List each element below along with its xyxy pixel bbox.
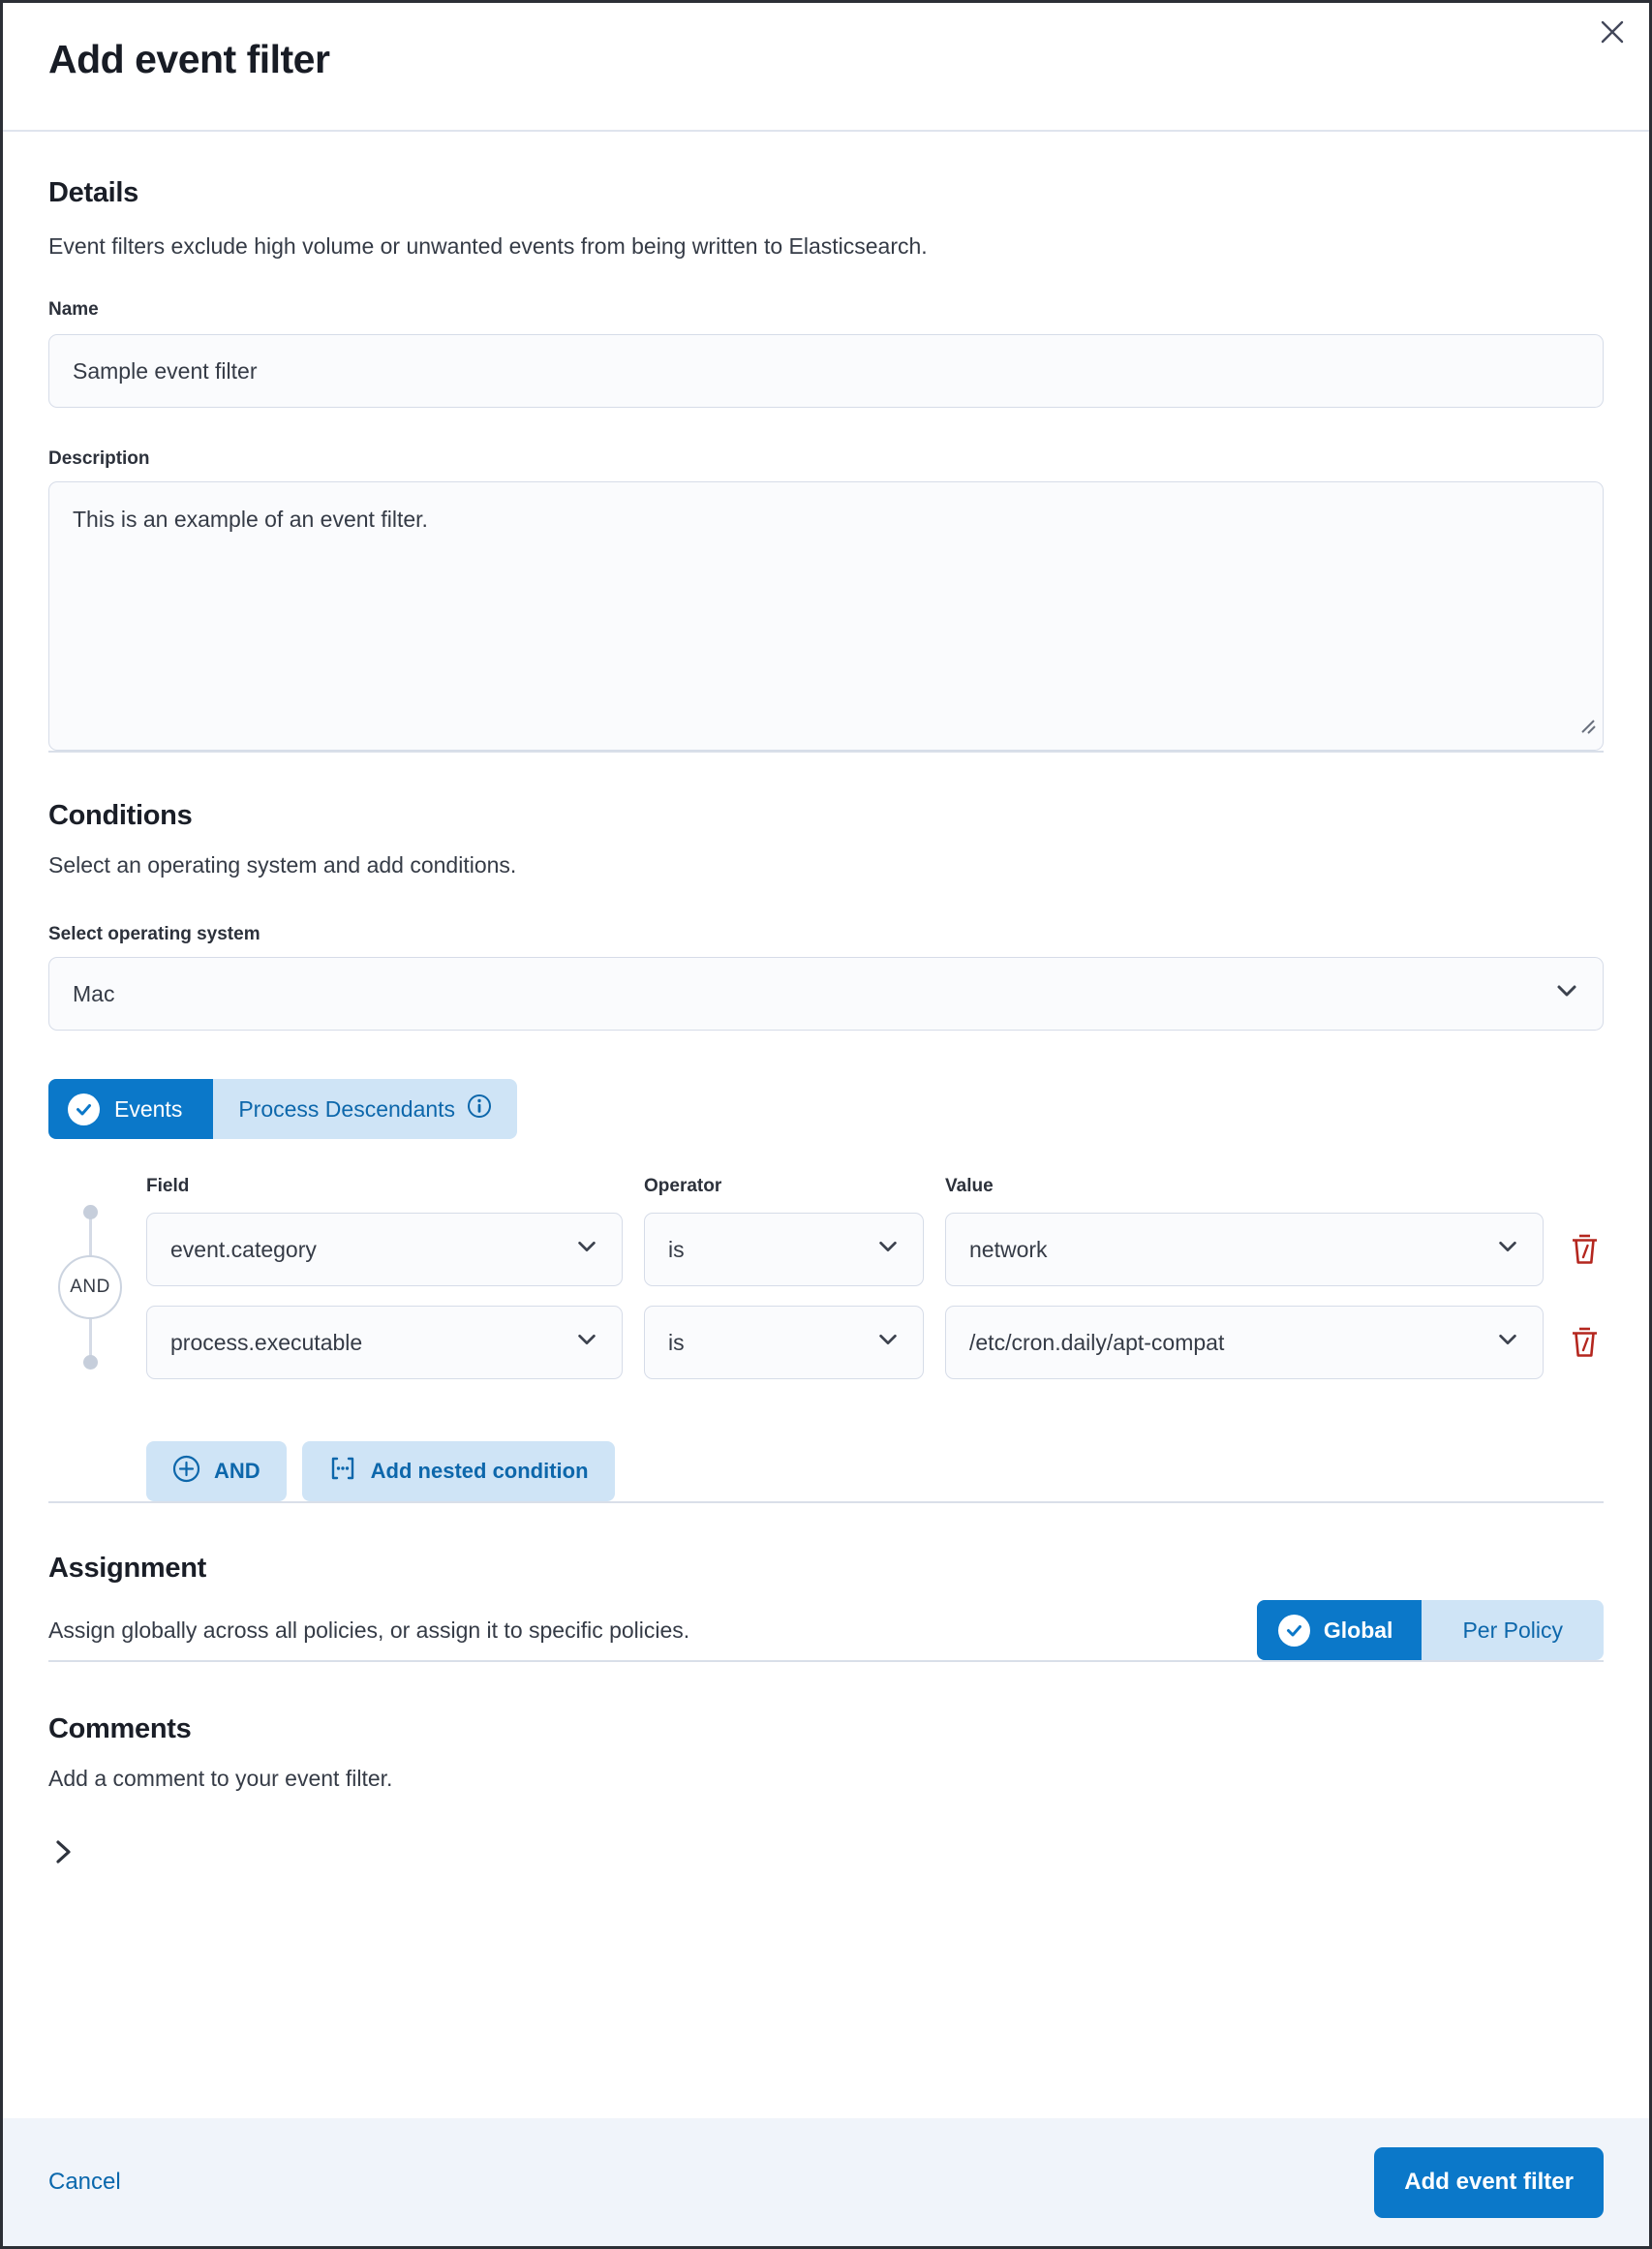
condition-type-toggle — [48, 1079, 517, 1139]
chevron-down-icon — [1496, 1328, 1519, 1357]
add-event-filter-button[interactable]: Add event filter — [1374, 2147, 1604, 2218]
comments-heading: Comments — [48, 1713, 192, 1744]
condition-row — [146, 1213, 1604, 1286]
dialog-header — [3, 3, 1649, 132]
delete-condition-button[interactable] — [1565, 1323, 1604, 1363]
description-label: Description — [48, 448, 150, 469]
check-icon — [68, 1094, 100, 1125]
conditions-section — [48, 799, 1604, 1501]
details-section — [48, 176, 1604, 751]
assignment-heading: Assignment — [48, 1553, 206, 1584]
assignment-per-policy-label: Per Policy — [1462, 1617, 1563, 1643]
close-button[interactable] — [1591, 11, 1634, 53]
assignment-section — [48, 1552, 1604, 1660]
page-title: Add event filter — [48, 37, 330, 81]
value-select[interactable] — [945, 1306, 1544, 1379]
field-select[interactable] — [146, 1213, 623, 1286]
add-nested-condition-button[interactable] — [302, 1441, 615, 1501]
field-select-value: process.executable — [170, 1329, 363, 1355]
tab-events-label: Events — [114, 1095, 183, 1122]
chevron-down-icon — [876, 1235, 900, 1264]
info-icon — [467, 1094, 492, 1124]
tab-events[interactable] — [48, 1079, 213, 1139]
field-select[interactable] — [146, 1306, 623, 1379]
assignment-option-global[interactable] — [1257, 1600, 1423, 1660]
tab-process-descendants[interactable] — [213, 1079, 517, 1139]
resize-handle[interactable] — [1579, 712, 1597, 744]
description-textarea[interactable] — [48, 481, 1604, 751]
cancel-button[interactable]: Cancel — [48, 2169, 121, 2195]
comments-section — [48, 1712, 1604, 1873]
section-divider — [48, 1501, 1604, 1503]
comments-expand-button[interactable] — [45, 1833, 81, 1873]
section-divider — [48, 751, 1604, 753]
check-icon — [1278, 1615, 1310, 1647]
chevron-down-icon — [876, 1328, 900, 1357]
operator-select-value: is — [668, 1329, 685, 1355]
condition-row — [146, 1306, 1604, 1379]
conditions-builder — [48, 1174, 1604, 1379]
dialog-footer — [3, 2118, 1649, 2246]
value-select-value: /etc/cron.daily/apt-compat — [969, 1329, 1225, 1355]
field-column-label: Field — [146, 1176, 190, 1196]
value-select[interactable] — [945, 1213, 1544, 1286]
add-and-label: AND — [214, 1459, 260, 1483]
assignment-option-per-policy[interactable] — [1422, 1600, 1604, 1660]
dialog-body — [3, 132, 1649, 2118]
trash-icon — [1569, 1323, 1601, 1363]
chevron-down-icon — [575, 1328, 598, 1357]
tab-process-descendants-label: Process Descendants — [238, 1095, 456, 1122]
details-heading: Details — [48, 177, 138, 208]
chevron-down-icon — [1554, 978, 1579, 1009]
description-text: This is an example of an event filter. — [73, 507, 428, 532]
details-description: Event filters exclude high volume or unwanted events from being written to Elasticsearch. — [48, 233, 928, 259]
and-connector — [60, 1205, 120, 1370]
operator-select-value: is — [668, 1236, 685, 1262]
and-connector-label: AND — [58, 1255, 122, 1319]
name-input[interactable]: Sample event filter — [48, 334, 1604, 408]
operator-column-label: Operator — [644, 1176, 722, 1196]
field-select-value: event.category — [170, 1236, 317, 1262]
delete-condition-button[interactable] — [1565, 1230, 1604, 1270]
comments-subtitle: Add a comment to your event filter. — [48, 1766, 393, 1791]
column-headers — [146, 1174, 1604, 1199]
name-label: Name — [48, 299, 99, 320]
chevron-right-icon — [48, 1837, 77, 1869]
conditions-heading: Conditions — [48, 800, 193, 831]
builder-actions — [146, 1441, 1604, 1501]
assignment-toggle — [1257, 1600, 1604, 1660]
chevron-down-icon — [575, 1235, 598, 1264]
add-nested-condition-label: Add nested condition — [370, 1459, 589, 1483]
chevron-down-icon — [1496, 1235, 1519, 1264]
nested-icon — [328, 1454, 357, 1489]
section-divider — [48, 1660, 1604, 1662]
value-select-value: network — [969, 1236, 1048, 1262]
plus-circle-icon — [172, 1455, 200, 1489]
operator-select[interactable] — [644, 1213, 924, 1286]
assignment-global-label: Global — [1323, 1617, 1393, 1643]
os-select-value: Mac — [73, 980, 115, 1006]
conditions-subtitle: Select an operating system and add conditions. — [48, 852, 517, 878]
os-select-label: Select operating system — [48, 924, 260, 944]
trash-icon — [1569, 1230, 1601, 1270]
add-and-button[interactable] — [146, 1441, 287, 1501]
assignment-subtitle: Assign globally across all policies, or assign it to specific policies. — [48, 1617, 690, 1643]
os-select[interactable] — [48, 957, 1604, 1031]
close-icon — [1599, 34, 1626, 48]
operator-select[interactable] — [644, 1306, 924, 1379]
value-column-label: Value — [945, 1176, 994, 1196]
